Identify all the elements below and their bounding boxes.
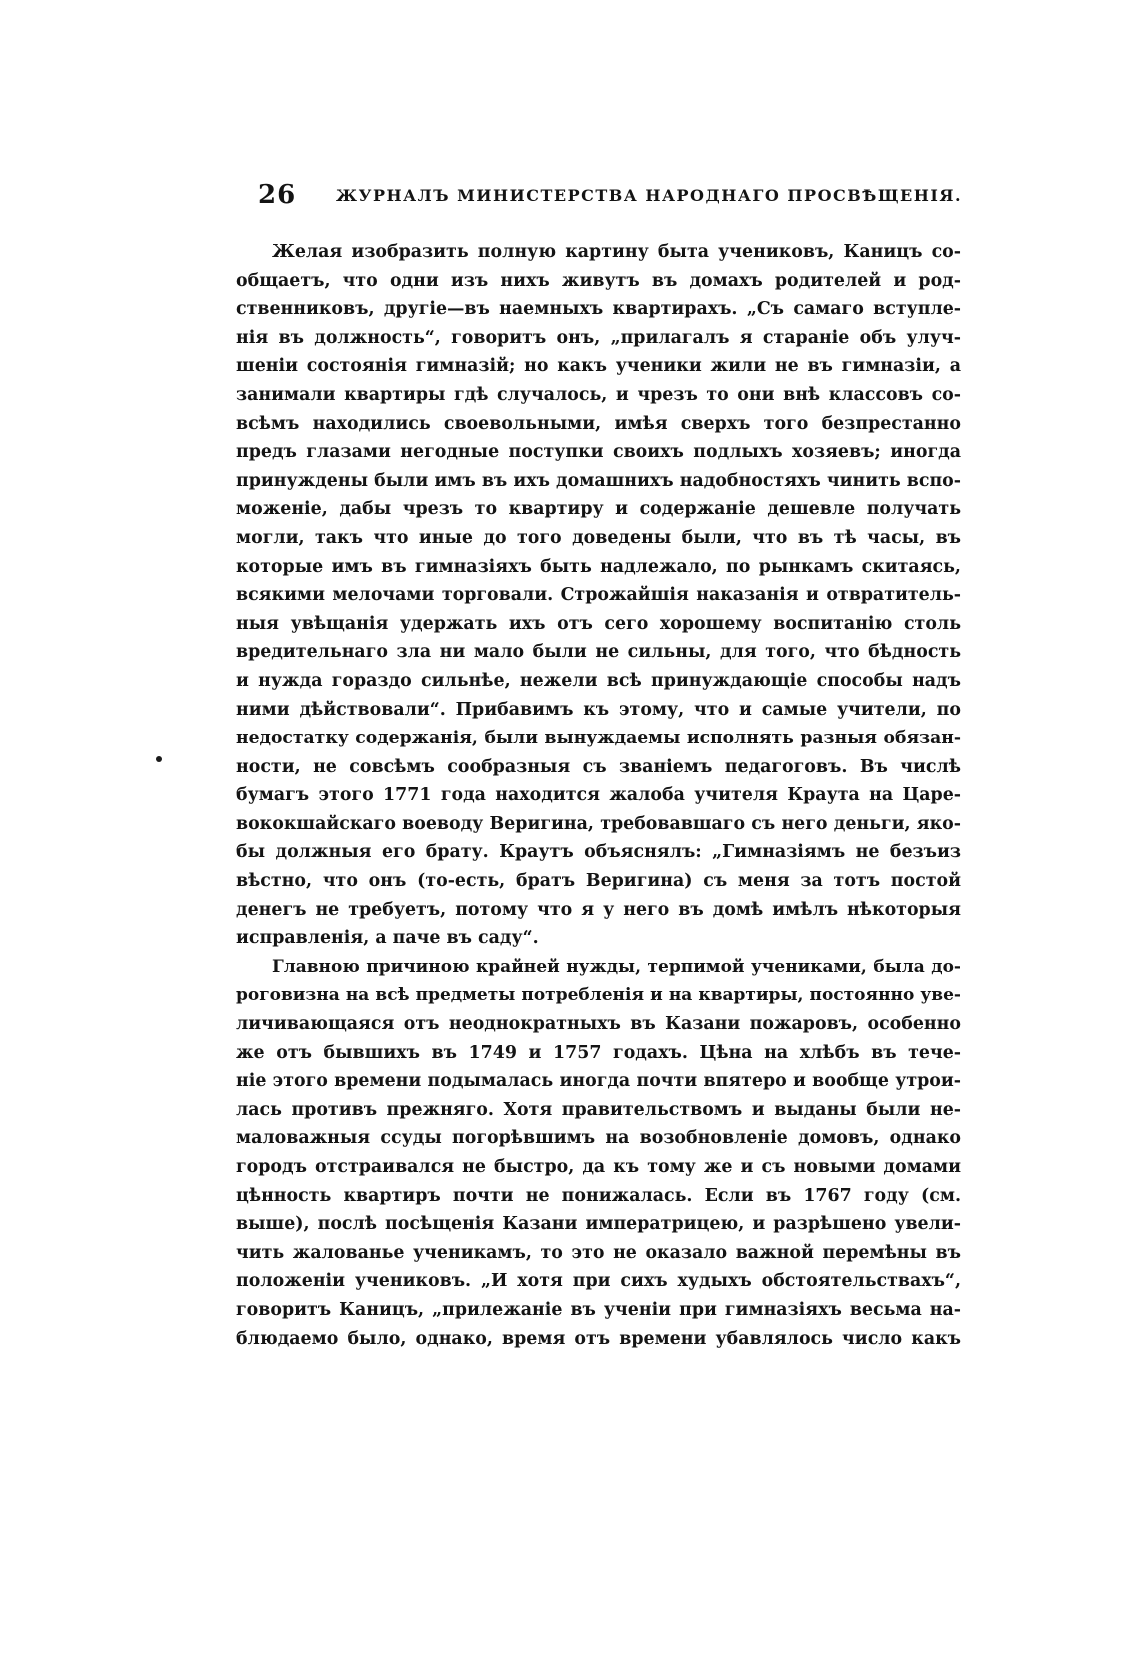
- page-header: [258, 180, 978, 220]
- text-line: недостатку содержанія, были вынуждаемы исполнять разныя обязан-: [236, 728, 961, 749]
- text-line: блюдаемо было, однако, время отъ времени убавлялось число какъ: [236, 1328, 961, 1349]
- text-line: могли, такъ что иные до того доведены были, что въ тѣ часы, въ: [236, 527, 961, 548]
- text-line: исправленія, а паче въ саду“.: [236, 928, 539, 949]
- text-line: положеніи учениковъ. „И хотя при сихъ худыхъ обстоятельствахъ“,: [236, 1271, 961, 1292]
- text-line: же отъ бывшихъ въ 1749 и 1757 годахъ. Цѣна на хлѣбъ въ тече-: [236, 1042, 961, 1063]
- text-line: вококшайскаго воеводу Веригина, требовавшаго съ него деньги, яко-: [236, 813, 961, 834]
- text-line: ности, не совсѣмъ сообразныя съ званіемъ педагоговъ. Въ числѣ: [236, 756, 961, 777]
- text-line: всѣмъ находились своевольными, имѣя сверхъ того безпрестанно: [236, 413, 961, 434]
- text-line: и нужда гораздо сильнѣе, нежели всѣ принуждающіе способы надъ: [236, 670, 961, 691]
- text-line: шеніи состоянія гимназій; но какъ ученики жили не въ гимназіи, а: [236, 356, 961, 377]
- text-line: личивающаяся отъ неоднократныхъ въ Казани пожаровъ, особенно: [236, 1014, 961, 1035]
- text-line: лась противъ прежняго. Хотя правительствомъ и выданы были не-: [236, 1099, 961, 1120]
- text-line: денегъ не требуетъ, потому что я у него въ домѣ имѣлъ нѣкоторыя: [236, 899, 961, 920]
- text-line: говоритъ Каницъ, „прилежаніе въ ученіи при гимназіяхъ весьма на-: [236, 1299, 961, 1320]
- text-line: ними дѣйствовали“. Прибавимъ къ этому, что и самые учители, по: [236, 699, 961, 720]
- margin-dot: [156, 756, 162, 762]
- text-line: ныя увѣщанія удержать ихъ отъ сего хорошему воспитанію столь: [236, 613, 961, 634]
- text-line: которые имъ въ гимназіяхъ быть надлежало, по рынкамъ скитаясь,: [236, 556, 961, 577]
- text-line: предъ глазами негодные поступки своихъ подлыхъ хозяевъ; иногда: [236, 442, 961, 463]
- text-line: выше), послѣ посѣщенія Казани императрицею, и разрѣшено увели-: [236, 1214, 961, 1235]
- text-line: бы должныя его брату. Краутъ объяснялъ: „Гимназіямъ не безъиз: [236, 842, 961, 863]
- page-number: 26: [258, 180, 297, 210]
- text-line: нія въ должность“, говоритъ онъ, „прилагалъ я стараніе объ улуч-: [236, 327, 961, 348]
- text-line: общаетъ, что одни изъ нихъ живутъ въ домахъ родителей и род-: [236, 270, 961, 291]
- body-text: [236, 238, 961, 1353]
- text-line: роговизна на всѣ предметы потребленія и на квартиры, постоянно уве-: [236, 985, 961, 1006]
- text-line: вѣстно, что онъ (то-есть, братъ Веригина) съ меня за тотъ постой: [236, 871, 961, 892]
- text-line: ственниковъ, другіе—въ наемныхъ квартирахъ. „Съ самаго вступле-: [236, 299, 961, 320]
- text-line: занимали квартиры гдѣ случалось, и чрезъ то они внѣ классовъ со-: [236, 384, 961, 405]
- text-line: моженіе, дабы чрезъ то квартиру и содержаніе дешевле получать: [236, 499, 961, 520]
- text-line: маловажныя ссуды погорѣвшимъ на возобновленіе домовъ, однако: [236, 1128, 961, 1149]
- text-line: всякими мелочами торговали. Строжайшія наказанія и отвратитель-: [236, 585, 961, 606]
- running-title: ЖУРНАЛЪ МИНИСТЕРСТВА НАРОДНАГО ПРОСВѢЩЕНІЯ.: [336, 186, 963, 205]
- text-line: чить жалованье ученикамъ, то это не оказало важной перемѣны въ: [236, 1242, 961, 1263]
- text-line: городъ отстраивался не быстро, да къ тому же и съ новыми домами: [236, 1157, 961, 1177]
- text-line: принуждены были имъ въ ихъ домашнихъ надобностяхъ чинить вспо-: [236, 470, 961, 491]
- text-line: бумагъ этого 1771 года находится жалоба учителя Краута на Царе-: [236, 785, 961, 806]
- text-line: вредительнаго зла ни мало были не сильны, для того, что бѣдность: [236, 642, 961, 663]
- text-line: цѣнность квартиръ почти не понижалась. Если въ 1767 году (см.: [236, 1185, 961, 1206]
- text-line: Главною причиною крайней нужды, терпимой учениками, была до-: [272, 956, 961, 977]
- text-line: ніе этого времени подымалась иногда почти впятеро и вообще утрои-: [236, 1071, 961, 1092]
- text-line: Желая изобразить полную картину быта учениковъ, Каницъ со-: [272, 242, 961, 262]
